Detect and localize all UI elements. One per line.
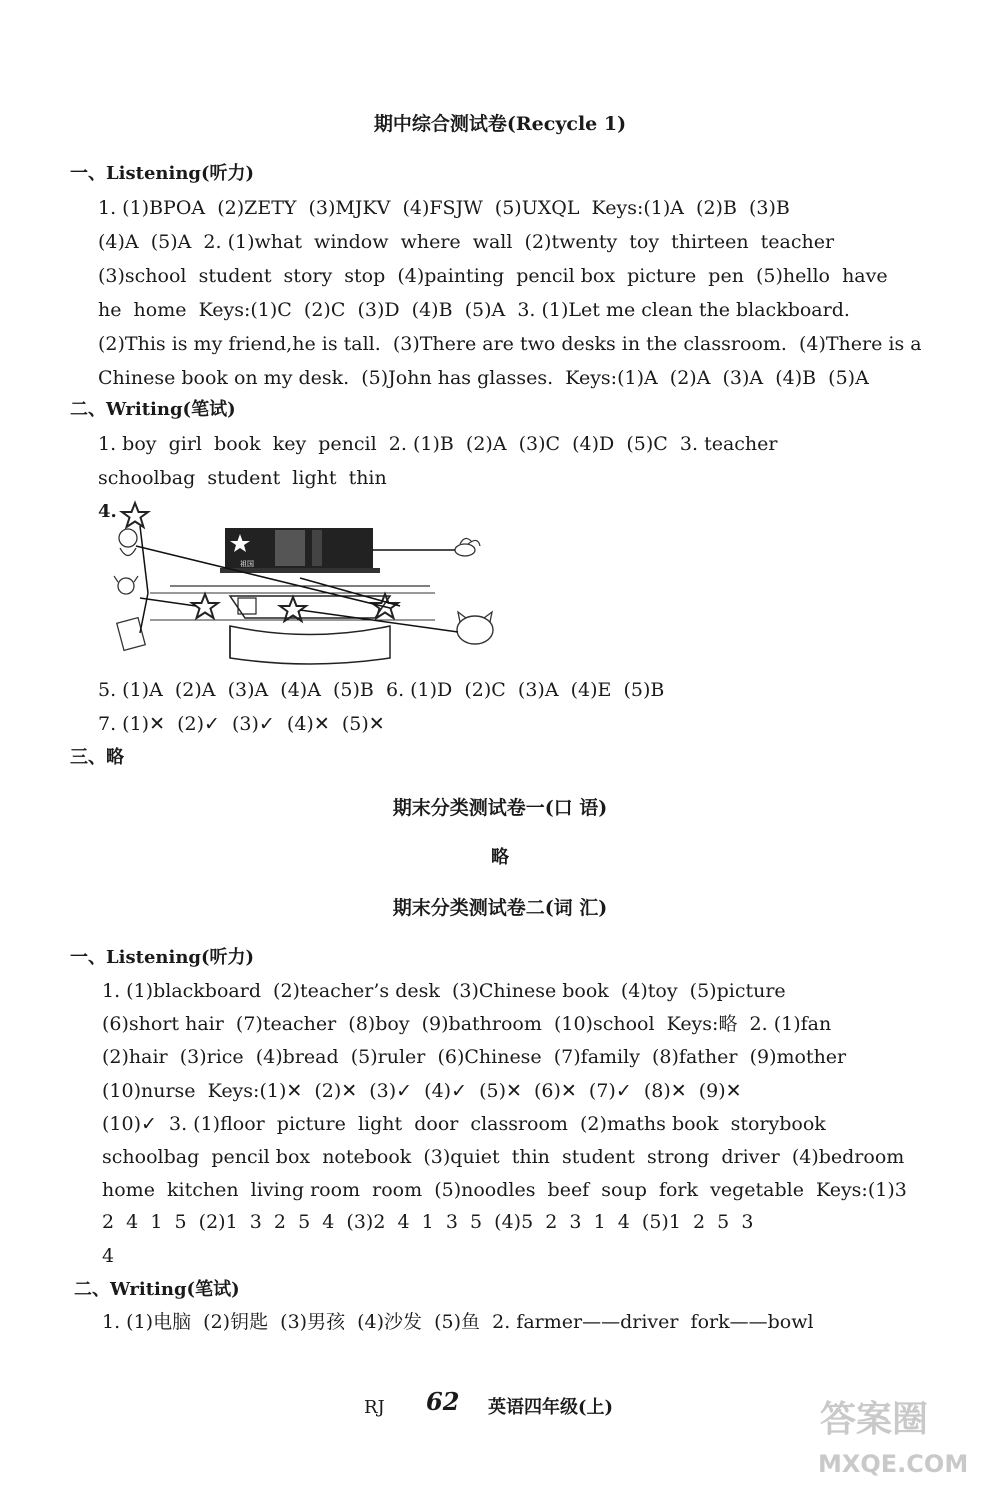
book-icon [117, 618, 145, 651]
dog-icon [118, 578, 134, 594]
classroom-matching-figure [100, 498, 500, 668]
answer-line: home kitchen living room room (5)noodles beef soup fork vegetable Keys:(1)3 [102, 1179, 907, 1201]
part-heading-listening: 一、Listening(听力) [70, 163, 255, 184]
footer-book-title: 英语四年级(上) [488, 1397, 614, 1418]
footer-edition: RJ [364, 1397, 385, 1418]
section-title-midterm: 期中综合测试卷(Recycle 1) [373, 113, 627, 135]
section-body-omitted: 略 [491, 847, 509, 868]
answer-line: (2)This is my friend,he is tall. (3)There are two desks in the classroom. (4)There is a [98, 333, 922, 355]
part-heading-listening: 一、Listening(听力) [70, 947, 255, 968]
answer-line: (4)A (5)A 2. (1)what window where wall (2)twenty toy thirteen teacher [98, 231, 835, 253]
answer-line: 1. (1)BPOA (2)ZETY (3)MJKV (4)FSJW (5)UXQL Keys:(1)A (2)B (3)B [98, 197, 790, 219]
page-number: 62 [426, 1387, 460, 1416]
answer-line: Chinese book on my desk. (5)John has glasses. Keys:(1)A (2)A (3)A (4)B (5)A [98, 367, 869, 389]
part-heading-writing: 二、Writing(笔试) [70, 399, 236, 420]
answer-line: schoolbag student light thin [98, 467, 387, 489]
answer-line: he home Keys:(1)C (2)C (3)D (4)B (5)A 3. (1)Let me clean the blackboard. [98, 299, 850, 321]
watermark-logo: 答案圈 [820, 1399, 929, 1440]
answer-line: (10)nurse Keys:(1)✕ (2)✕ (3)✓ (4)✓ (5)✕ (6)✕ (7)✓ (8)✕ (9)✕ [102, 1080, 742, 1102]
answer-line: 4 [102, 1245, 115, 1267]
answer-line: 2 4 1 5 (2)1 3 2 5 4 (3)2 4 1 3 5 (4)5 2 3 1 4 (5)1 2 5 3 [102, 1211, 754, 1233]
answer-line: schoolbag pencil box notebook (3)quiet thin student strong driver (4)bedroom [102, 1146, 905, 1168]
board-label: 祖国 [240, 560, 254, 568]
section-title-oral: 期末分类测试卷一(口 语) [392, 797, 608, 819]
answer-line: 1. boy girl book key pencil 2. (1)B (2)A (3)C (4)D (5)C 3. teacher [98, 433, 778, 455]
section-title-vocabulary: 期末分类测试卷二(词 汇) [392, 897, 608, 919]
watermark-url: MXQE.COM [818, 1450, 969, 1478]
star-icon [122, 503, 148, 527]
answer-line: 5. (1)A (2)A (3)A (4)A (5)B 6. (1)D (2)C (3)A (4)E (5)B [98, 679, 665, 701]
question-number: 4. [98, 501, 117, 522]
answer-line: (2)hair (3)rice (4)bread (5)ruler (6)Chinese (7)family (8)father (9)mother [102, 1046, 847, 1068]
part-heading-writing: 二、Writing(笔试) [74, 1279, 240, 1300]
answer-line: 1. (1)电脑 (2)钥匙 (3)男孩 (4)沙发 (5)鱼 2. farmer——driver fork——bowl [102, 1311, 814, 1333]
girl-icon [119, 529, 137, 547]
answer-line: (6)short hair (7)teacher (8)boy (9)bathroom (10)school Keys:略 2. (1)fan [102, 1013, 832, 1035]
answer-line: (3)school student story stop (4)painting pencil box picture pen (5)hello have [98, 265, 888, 287]
star-icon [372, 594, 398, 618]
part-heading-omitted: 三、略 [70, 747, 124, 768]
answer-line: 1. (1)blackboard (2)teacher’s desk (3)Chinese book (4)toy (5)picture [102, 980, 786, 1002]
cat-icon [457, 616, 493, 644]
answer-line: 7. (1)✕ (2)✓ (3)✓ (4)✕ (5)✕ [98, 713, 385, 735]
answer-line: (10)✓ 3. (1)floor picture light door classroom (2)maths book storybook [102, 1113, 826, 1135]
bee-icon [455, 544, 475, 556]
